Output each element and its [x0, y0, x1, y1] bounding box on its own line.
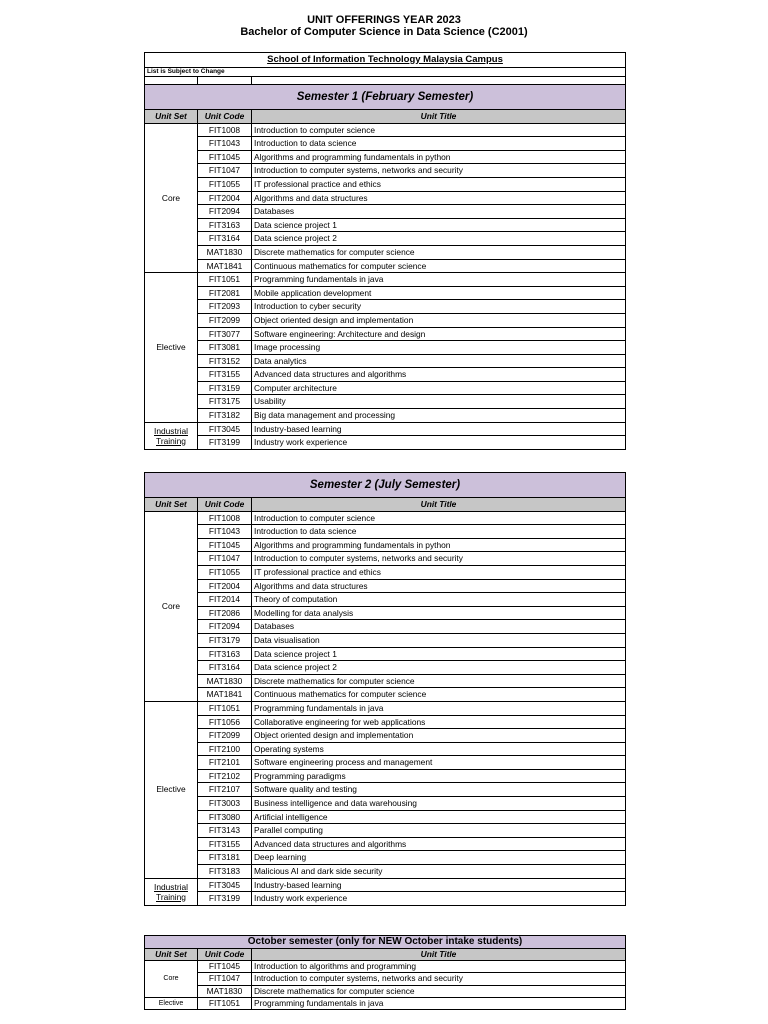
- unit-code: FIT2081: [198, 286, 252, 300]
- unit-code: FIT3183: [198, 865, 252, 879]
- october-heading: October semester (only for NEW October intake students): [145, 936, 626, 949]
- elective-set-label: [145, 997, 198, 1009]
- unit-code: FIT3143: [198, 824, 252, 838]
- unit-code-header: Unit Code: [198, 498, 252, 512]
- unit-title: Data science project 1: [252, 218, 626, 232]
- unit-code: FIT2093: [198, 300, 252, 314]
- unit-title: Modelling for data analysis: [252, 606, 626, 620]
- unit-code: FIT3080: [198, 810, 252, 824]
- unit-code: FIT3163: [198, 647, 252, 661]
- unit-title: Software quality and testing: [252, 783, 626, 797]
- unit-code: FIT1055: [198, 565, 252, 579]
- unit-code: FIT2100: [198, 742, 252, 756]
- unit-title: Industry work experience: [252, 892, 626, 906]
- unit-row: [145, 593, 626, 607]
- unit-title: Malicious AI and dark side security: [252, 865, 626, 879]
- unit-code: FIT1051: [198, 701, 252, 715]
- unit-set-text: Elective: [156, 784, 186, 795]
- unit-row: [145, 137, 626, 151]
- unit-title: Object oriented design and implementation: [252, 313, 626, 327]
- unit-title: Introduction to computer systems, networks and security: [252, 164, 626, 178]
- unit-code: FIT2014: [198, 593, 252, 607]
- unit-row: [145, 286, 626, 300]
- unit-row: [145, 232, 626, 246]
- unit-code: FIT1047: [198, 973, 252, 985]
- unit-title: Operating systems: [252, 742, 626, 756]
- unit-code: FIT3163: [198, 218, 252, 232]
- unit-row: [145, 300, 626, 314]
- unit-row: [145, 150, 626, 164]
- unit-row: [145, 674, 626, 688]
- unit-row: [145, 327, 626, 341]
- unit-title: Big data management and processing: [252, 409, 626, 423]
- unit-title: Introduction to computer systems, networks and security: [252, 973, 626, 985]
- unit-row: [145, 354, 626, 368]
- unit-code: FIT1055: [198, 177, 252, 191]
- unit-code: FIT3045: [198, 422, 252, 436]
- unit-title: Introduction to computer science: [252, 123, 626, 137]
- unit-row: [145, 865, 626, 879]
- unit-title: Introduction to computer science: [252, 511, 626, 525]
- unit-row: [145, 851, 626, 865]
- unit-code: FIT2102: [198, 769, 252, 783]
- unit-code-header: Unit Code: [198, 110, 252, 124]
- unit-set-header: Unit Set: [145, 110, 198, 124]
- unit-title: Discrete mathematics for computer science: [252, 674, 626, 688]
- unit-row: [145, 633, 626, 647]
- unit-title: Advanced data structures and algorithms: [252, 368, 626, 382]
- unit-code: FIT1008: [198, 123, 252, 137]
- unit-title: Collaborative engineering for web applications: [252, 715, 626, 729]
- unit-code: FIT1056: [198, 715, 252, 729]
- unit-title: Usability: [252, 395, 626, 409]
- unit-row: [145, 961, 626, 973]
- unit-code: FIT3182: [198, 409, 252, 423]
- unit-title: Continuous mathematics for computer science: [252, 688, 626, 702]
- unit-title: Data analytics: [252, 354, 626, 368]
- unit-set-text: Core: [161, 192, 181, 203]
- unit-row: [145, 259, 626, 273]
- unit-title: Image processing: [252, 341, 626, 355]
- unit-code: FIT3164: [198, 232, 252, 246]
- unit-set-header: Unit Set: [145, 498, 198, 512]
- unit-row: [145, 368, 626, 382]
- unit-title: Programming fundamentals in java: [252, 701, 626, 715]
- unit-code: FIT3077: [198, 327, 252, 341]
- semester-2-heading: Semester 2 (July Semester): [145, 473, 626, 498]
- unit-code: FIT3155: [198, 368, 252, 382]
- unit-row: [145, 164, 626, 178]
- unit-row: [145, 701, 626, 715]
- unit-title: Computer architecture: [252, 381, 626, 395]
- unit-row: [145, 647, 626, 661]
- unit-code: FIT3155: [198, 837, 252, 851]
- unit-row: [145, 218, 626, 232]
- unit-code: FIT2099: [198, 313, 252, 327]
- unit-title-header: Unit Title: [252, 949, 626, 961]
- core-set-label: [145, 511, 198, 701]
- unit-row: [145, 177, 626, 191]
- unit-row: [145, 579, 626, 593]
- unit-row: [145, 381, 626, 395]
- unit-code: MAT1841: [198, 259, 252, 273]
- unit-title: Programming fundamentals in java: [252, 997, 626, 1009]
- unit-title: Databases: [252, 620, 626, 634]
- unit-code: FIT2094: [198, 205, 252, 219]
- page-title: UNIT OFFERINGS YEAR 2023: [307, 14, 461, 26]
- unit-row: [145, 837, 626, 851]
- unit-set-text: Elective: [158, 999, 184, 1007]
- unit-code: FIT1043: [198, 137, 252, 151]
- unit-code: MAT1830: [198, 985, 252, 997]
- unit-title: Industry-based learning: [252, 878, 626, 892]
- unit-title: Mobile application development: [252, 286, 626, 300]
- unit-code: FIT1045: [198, 961, 252, 973]
- unit-code: FIT1051: [198, 273, 252, 287]
- unit-row: [145, 973, 626, 985]
- unit-row: [145, 715, 626, 729]
- unit-code: MAT1830: [198, 674, 252, 688]
- unit-title: Continuous mathematics for computer science: [252, 259, 626, 273]
- unit-row: [145, 511, 626, 525]
- october-semester-table: [144, 935, 626, 1010]
- unit-code: FIT1047: [198, 552, 252, 566]
- unit-title: Introduction to algorithms and programming: [252, 961, 626, 973]
- unit-row: [145, 606, 626, 620]
- unit-title: Advanced data structures and algorithms: [252, 837, 626, 851]
- unit-title: Algorithms and data structures: [252, 191, 626, 205]
- unit-row: [145, 620, 626, 634]
- unit-code: FIT2004: [198, 191, 252, 205]
- unit-code: FIT1051: [198, 997, 252, 1009]
- unit-row: [145, 742, 626, 756]
- unit-row: [145, 985, 626, 997]
- unit-row: [145, 783, 626, 797]
- unit-row: [145, 878, 626, 892]
- unit-title: Introduction to data science: [252, 525, 626, 539]
- unit-title: Artificial intelligence: [252, 810, 626, 824]
- unit-title: Discrete mathematics for computer science: [252, 245, 626, 259]
- unit-code: FIT1008: [198, 511, 252, 525]
- unit-code: FIT1043: [198, 525, 252, 539]
- unit-title-header: Unit Title: [252, 498, 626, 512]
- unit-row: [145, 688, 626, 702]
- unit-code: FIT3179: [198, 633, 252, 647]
- unit-title: Software engineering: Architecture and design: [252, 327, 626, 341]
- unit-title: Discrete mathematics for computer science: [252, 985, 626, 997]
- unit-row: [145, 538, 626, 552]
- unit-title: Introduction to data science: [252, 137, 626, 151]
- semester-1-heading: Semester 1 (February Semester): [145, 85, 626, 110]
- unit-row: [145, 191, 626, 205]
- unit-code: FIT1045: [198, 538, 252, 552]
- unit-title: Deep learning: [252, 851, 626, 865]
- unit-title: Databases: [252, 205, 626, 219]
- unit-row: [145, 997, 626, 1009]
- unit-code: FIT3045: [198, 878, 252, 892]
- unit-row: [145, 892, 626, 906]
- unit-title: Algorithms and data structures: [252, 579, 626, 593]
- unit-code: FIT1045: [198, 150, 252, 164]
- unit-code: FIT3164: [198, 661, 252, 675]
- unit-row: [145, 123, 626, 137]
- unit-row: [145, 436, 626, 450]
- unit-code: FIT1047: [198, 164, 252, 178]
- unit-row: [145, 273, 626, 287]
- unit-code: MAT1841: [198, 688, 252, 702]
- unit-row: [145, 422, 626, 436]
- unit-title: Programming paradigms: [252, 769, 626, 783]
- elective-set-label: [145, 701, 198, 878]
- unit-title: Data science project 2: [252, 661, 626, 675]
- unit-row: [145, 824, 626, 838]
- unit-code: FIT2004: [198, 579, 252, 593]
- core-set-label: [145, 961, 198, 998]
- page-subtitle: Bachelor of Computer Science in Data Science (C2001): [240, 26, 528, 38]
- industrial-label: Industrial: [154, 881, 188, 892]
- unit-code: FIT2099: [198, 729, 252, 743]
- unit-code: FIT3175: [198, 395, 252, 409]
- unit-title: Parallel computing: [252, 824, 626, 838]
- elective-set-label: [145, 273, 198, 423]
- unit-code: FIT3152: [198, 354, 252, 368]
- unit-row: [145, 341, 626, 355]
- industrial-label: Industrial: [154, 425, 188, 436]
- training-label: Training: [156, 435, 186, 446]
- training-label: Training: [156, 891, 186, 902]
- industrial-set-label: [145, 878, 198, 905]
- unit-row: [145, 661, 626, 675]
- unit-title: Data visualisation: [252, 633, 626, 647]
- unit-code: FIT3181: [198, 851, 252, 865]
- unit-title: Business intelligence and data warehousing: [252, 797, 626, 811]
- unit-row: [145, 797, 626, 811]
- unit-row: [145, 756, 626, 770]
- unit-row: [145, 565, 626, 579]
- subject-to-change-note: List is Subject to Change: [145, 68, 626, 77]
- unit-row: [145, 769, 626, 783]
- unit-title: IT professional practice and ethics: [252, 177, 626, 191]
- column-header-row: [145, 498, 626, 512]
- unit-title-header: Unit Title: [252, 110, 626, 124]
- unit-row: [145, 245, 626, 259]
- industrial-set-label: [145, 422, 198, 449]
- column-header-row: [145, 110, 626, 124]
- semester-2-table: [144, 472, 626, 906]
- semester-1-table: [144, 52, 626, 450]
- unit-code: FIT2094: [198, 620, 252, 634]
- unit-code: FIT3003: [198, 797, 252, 811]
- core-set-label: [145, 123, 198, 273]
- unit-title: Data science project 2: [252, 232, 626, 246]
- unit-title: Industry work experience: [252, 436, 626, 450]
- unit-code: FIT3199: [198, 436, 252, 450]
- unit-set-header: Unit Set: [145, 949, 198, 961]
- unit-title: Algorithms and programming fundamentals in python: [252, 538, 626, 552]
- unit-row: [145, 409, 626, 423]
- unit-row: [145, 525, 626, 539]
- unit-title: Introduction to cyber security: [252, 300, 626, 314]
- unit-row: [145, 729, 626, 743]
- unit-title: Algorithms and programming fundamentals in python: [252, 150, 626, 164]
- unit-code: FIT2107: [198, 783, 252, 797]
- unit-title: Theory of computation: [252, 593, 626, 607]
- unit-code: FIT3159: [198, 381, 252, 395]
- unit-set-text: Core: [161, 600, 181, 611]
- unit-title: IT professional practice and ethics: [252, 565, 626, 579]
- column-header-row: [145, 949, 626, 961]
- unit-row: [145, 552, 626, 566]
- unit-title: Data science project 1: [252, 647, 626, 661]
- unit-set-text: Core: [163, 975, 179, 983]
- unit-code-header: Unit Code: [198, 949, 252, 961]
- unit-row: [145, 313, 626, 327]
- unit-row: [145, 810, 626, 824]
- unit-set-text: Elective: [156, 342, 186, 353]
- unit-code: FIT2086: [198, 606, 252, 620]
- unit-code: FIT2101: [198, 756, 252, 770]
- unit-row: [145, 395, 626, 409]
- school-heading: School of Information Technology Malaysia Campus: [145, 53, 626, 68]
- unit-title: Object oriented design and implementation: [252, 729, 626, 743]
- unit-title: Programming fundamentals in java: [252, 273, 626, 287]
- unit-code: FIT3081: [198, 341, 252, 355]
- unit-title: Introduction to computer systems, networks and security: [252, 552, 626, 566]
- unit-code: FIT3199: [198, 892, 252, 906]
- unit-row: [145, 205, 626, 219]
- unit-title: Software engineering process and management: [252, 756, 626, 770]
- unit-code: MAT1830: [198, 245, 252, 259]
- unit-title: Industry-based learning: [252, 422, 626, 436]
